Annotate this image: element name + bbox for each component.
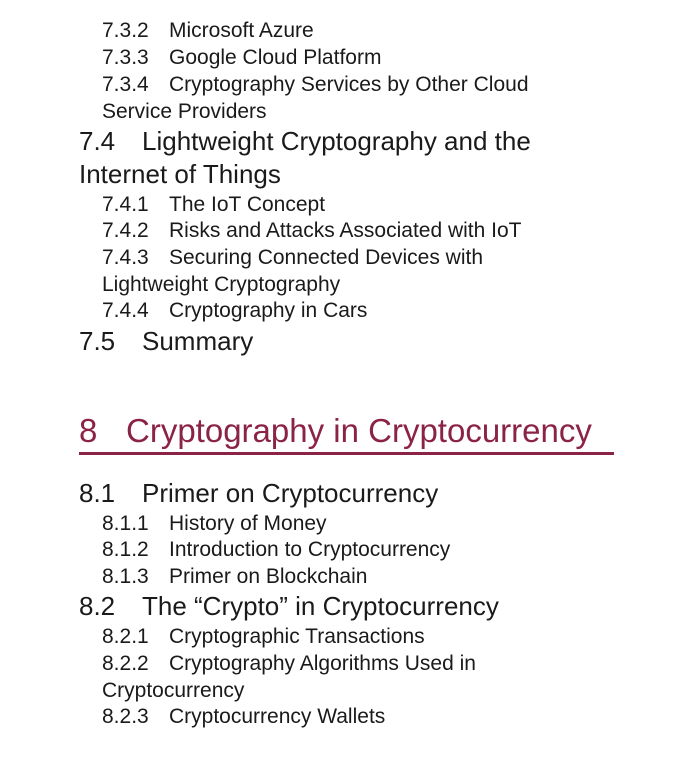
toc-entry-number: 8.1.2 bbox=[102, 538, 149, 561]
toc-section-7-4[interactable] bbox=[79, 125, 531, 191]
toc-entry-7-4-2[interactable] bbox=[102, 217, 522, 244]
toc-entry-title-continued: Service Providers bbox=[102, 100, 267, 123]
toc-entry-title-continued: Cryptocurrency bbox=[102, 679, 245, 702]
toc-section-title: Summary bbox=[142, 326, 254, 356]
toc-section-title-continued: Internet of Things bbox=[79, 159, 281, 189]
toc-section-number: 8.1 bbox=[79, 478, 116, 508]
toc-entry-number: 8.1.3 bbox=[102, 565, 149, 588]
toc-entry-number: 8.2.1 bbox=[102, 625, 149, 648]
toc-entry-number: 7.4.4 bbox=[102, 299, 149, 322]
toc-entry-7-4-1[interactable] bbox=[102, 191, 325, 218]
toc-entry-number: 8.1.1 bbox=[102, 512, 149, 535]
toc-entry-7-4-3[interactable] bbox=[102, 244, 483, 298]
toc-entry-title: Cryptocurrency Wallets bbox=[169, 705, 386, 728]
toc-entry-8-2-1[interactable] bbox=[102, 623, 425, 650]
toc-section-title: The “Crypto” in Cryptocurrency bbox=[142, 591, 499, 621]
toc-entry-title: Introduction to Cryptocurrency bbox=[169, 538, 451, 561]
toc-entry-number: 7.4.1 bbox=[102, 193, 149, 216]
toc-entry-title: History of Money bbox=[169, 512, 327, 535]
chapter-number: 8 bbox=[79, 412, 98, 449]
toc-entry-title: Microsoft Azure bbox=[169, 19, 314, 42]
toc-entry-title: Securing Connected Devices with bbox=[169, 246, 483, 269]
toc-section-title: Primer on Cryptocurrency bbox=[142, 478, 439, 508]
toc-section-8-1[interactable] bbox=[79, 477, 438, 510]
toc-entry-7-3-4[interactable] bbox=[102, 71, 529, 125]
toc-entry-7-4-4[interactable] bbox=[102, 297, 367, 324]
toc-entry-number: 7.4.2 bbox=[102, 219, 149, 242]
chapter-underline-rule bbox=[79, 452, 614, 455]
toc-entry-8-1-1[interactable] bbox=[102, 510, 327, 537]
toc-entry-number: 7.3.3 bbox=[102, 46, 149, 69]
toc-entry-number: 8.2.3 bbox=[102, 705, 149, 728]
chapter-title: Cryptography in Cryptocurrency bbox=[126, 412, 592, 449]
toc-section-number: 7.4 bbox=[79, 126, 116, 156]
toc-entry-title: Primer on Blockchain bbox=[169, 565, 368, 588]
toc-entry-title: Cryptography Services by Other Cloud bbox=[169, 73, 529, 96]
toc-entry-number: 7.4.3 bbox=[102, 246, 149, 269]
toc-entry-title: Cryptography in Cars bbox=[169, 299, 368, 322]
toc-entry-title: The IoT Concept bbox=[169, 193, 326, 216]
toc-entry-title: Cryptography Algorithms Used in bbox=[169, 652, 476, 675]
toc-section-8-2[interactable] bbox=[79, 590, 499, 623]
toc-section-7-5[interactable] bbox=[79, 325, 253, 358]
toc-entry-8-2-2[interactable] bbox=[102, 650, 476, 704]
toc-entry-7-3-2[interactable] bbox=[102, 17, 314, 44]
toc-entry-title: Google Cloud Platform bbox=[169, 46, 382, 69]
toc-entry-title-continued: Lightweight Cryptography bbox=[102, 273, 341, 296]
toc-section-number: 8.2 bbox=[79, 591, 116, 621]
toc-entry-8-2-3[interactable] bbox=[102, 703, 385, 730]
toc-entry-8-1-3[interactable] bbox=[102, 563, 367, 590]
toc-entry-title: Risks and Attacks Associated with IoT bbox=[169, 219, 522, 242]
toc-entry-7-3-3[interactable] bbox=[102, 44, 381, 71]
toc-entry-title: Cryptographic Transactions bbox=[169, 625, 425, 648]
toc-entry-number: 7.3.2 bbox=[102, 19, 149, 42]
toc-section-title: Lightweight Cryptography and the bbox=[142, 126, 531, 156]
toc-entry-number: 7.3.4 bbox=[102, 73, 149, 96]
toc-section-number: 7.5 bbox=[79, 326, 116, 356]
toc-entry-number: 8.2.2 bbox=[102, 652, 149, 675]
chapter-heading-8[interactable] bbox=[79, 411, 592, 451]
toc-entry-8-1-2[interactable] bbox=[102, 536, 450, 563]
